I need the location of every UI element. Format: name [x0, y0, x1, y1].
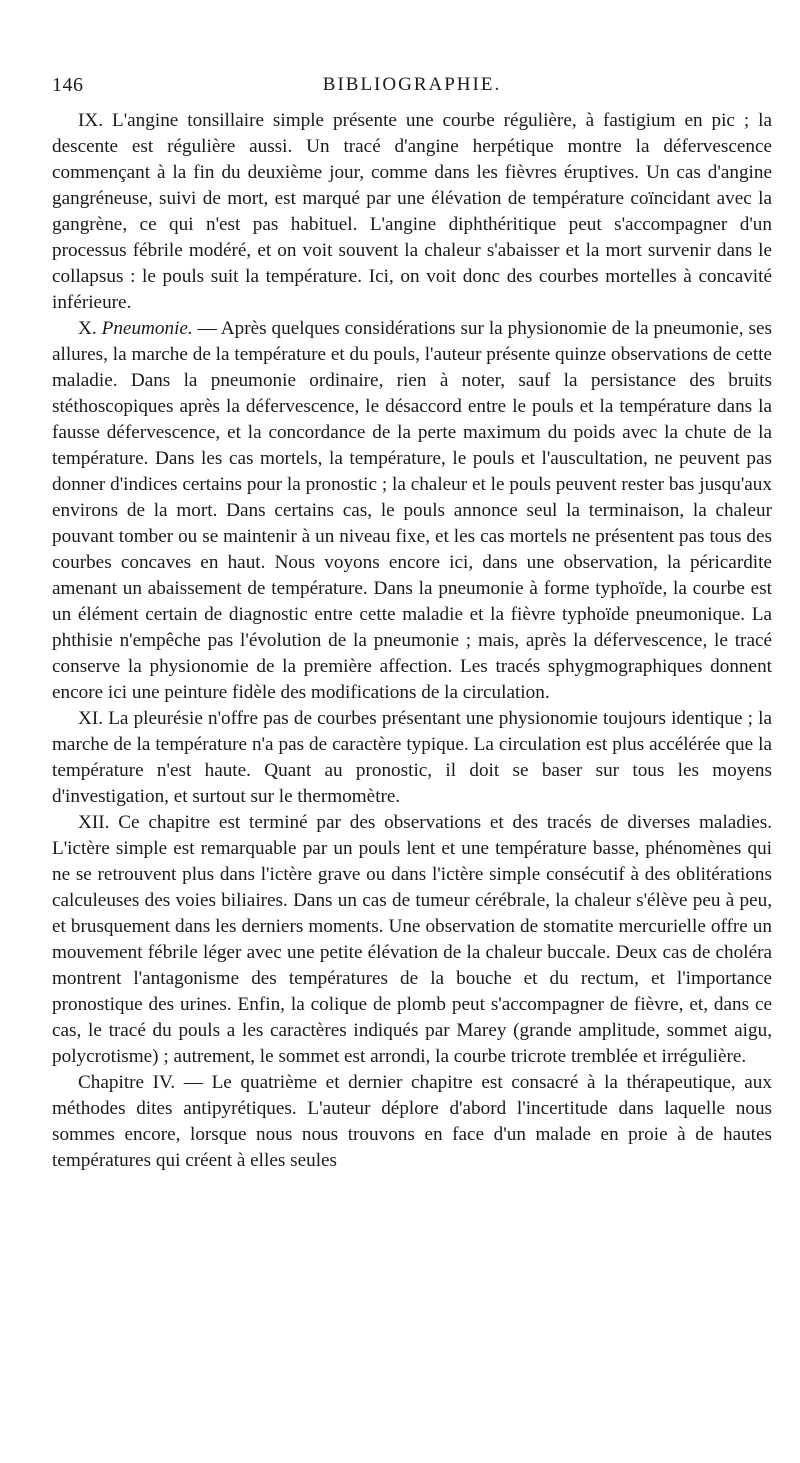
paragraph-x-pneumonie: [52, 316, 772, 706]
paragraph-text: XI. La pleurésie n'offre pas de courbes présentant une physionomie toujours identique ; la marche de la température n'a pas de caractère typique. La circulation est plus accélérée que la température n'est haute. Quant au pronostic, il doit se baser sur tous les moyens d'investigation, et surtout sur le thermomètre.: [52, 708, 772, 807]
paragraph-xii: [52, 810, 772, 1070]
text-body: [52, 108, 772, 1174]
running-title: BIBLIOGRAPHIE.: [322, 74, 502, 95]
paragraph-xi: [52, 706, 772, 810]
page-number: 146: [52, 74, 84, 96]
paragraph-text: IX. L'angine tonsillaire simple présente une courbe régulière, à fastigium en pic ; la descente est régulière aussi. Un tracé d'angine herpétique montre la défervescence commençant à la fin du deuxième jour, comme dans les fièvres éruptives. Un cas d'angine gangréneuse, suivi de mort, est marqué par une élévation de température coïncidant avec la gangrène, ce qui n'est pas habituel. L'angine diphthéritique peut s'accompagner d'un processus fébrile modéré, et on voit souvent la chaleur s'abaisser et la mort survenir dans le collapsus : le pouls suit la température. Ici, on voit donc des courbes mortelles à concavité inférieure.: [52, 110, 772, 313]
running-head: [52, 74, 772, 98]
section-heading-italic: Pneumonie.: [101, 318, 193, 339]
section-number: X.: [78, 318, 102, 339]
paragraph-text: XII. Ce chapitre est terminé par des observations et des tracés de diverses maladies. L'ictère simple est remarquable par un pouls lent et une température basse, phénomènes qui ne se retrouvent plus dans l'ictère grave ou dans l'ictère simple consécutif à des oblitérations calculeuses des voies biliaires. Dans un cas de tumeur cérébrale, la chaleur s'élève peu à peu, et brusquement dans les derniers moments. Une observation de stomatite mercurielle offre un mouvement fébrile léger avec une petite élévation de la chaleur buccale. Deux cas de choléra montrent l'antagonisme des températures de la bouche et du rectum, et l'importance pronostique des urines. Enfin, la colique de plomb peut s'accompagner de fièvre, et, dans ce cas, le tracé du pouls a les caractères indiqués par Marey (grande amplitude, sommet aigu, polycrotisme) ; autrement, le sommet est arrondi, la courbe tricrote tremblée et irrégulière.: [52, 812, 772, 1067]
paragraph-text: Chapitre IV. — Le quatrième et dernier chapitre est consacré à la thérapeutique, aux méthodes dites antipyrétiques. L'auteur déplore d'abord l'incertitude dans laquelle nous sommes encore, lorsque nous nous trouvons en face d'un malade en proie à de hautes températures qui créent à elles seules: [52, 1072, 772, 1171]
paragraph-ix: [52, 108, 772, 316]
paragraph-chapitre-iv: [52, 1070, 772, 1174]
paragraph-text: — Après quelques considérations sur la physionomie de la pneumonie, ses allures, la marche de la température et du pouls, l'auteur présente quinze observations de cette maladie. Dans la pneumonie ordinaire, rien à noter, sauf la persistance des bruits stéthoscopiques après la défervescence, le désaccord entre le pouls et la température dans la fausse défervescence, et la concordance de la perte maximum du poids avec la chute de la température. Dans les cas mortels, la température, le pouls et l'auscultation, ne peuvent pas donner d'indices certains pour la pronostic ; la chaleur et le pouls peuvent rester bas jusqu'aux environs de la mort. Dans certains cas, le pouls annonce seul la terminaison, la chaleur pouvant tomber ou se maintenir à un niveau fixe, et les cas mortels ne présentent pas tous des courbes concaves en haut. Nous voyons encore ici, dans une observation, la péricardite amenant un abaissement de température. Dans la pneumonie à forme typhoïde, la courbe est un élément certain de diagnostic entre cette maladie et la fièvre typhoïde pneumonique. La phthisie n'empêche pas l'évolution de la pneumonie ; mais, après la défervescence, le tracé conserve la physionomie de la première affection. Les tracés sphygmographiques donnent encore ici une peinture fidèle des modifications de la circulation.: [52, 318, 773, 703]
